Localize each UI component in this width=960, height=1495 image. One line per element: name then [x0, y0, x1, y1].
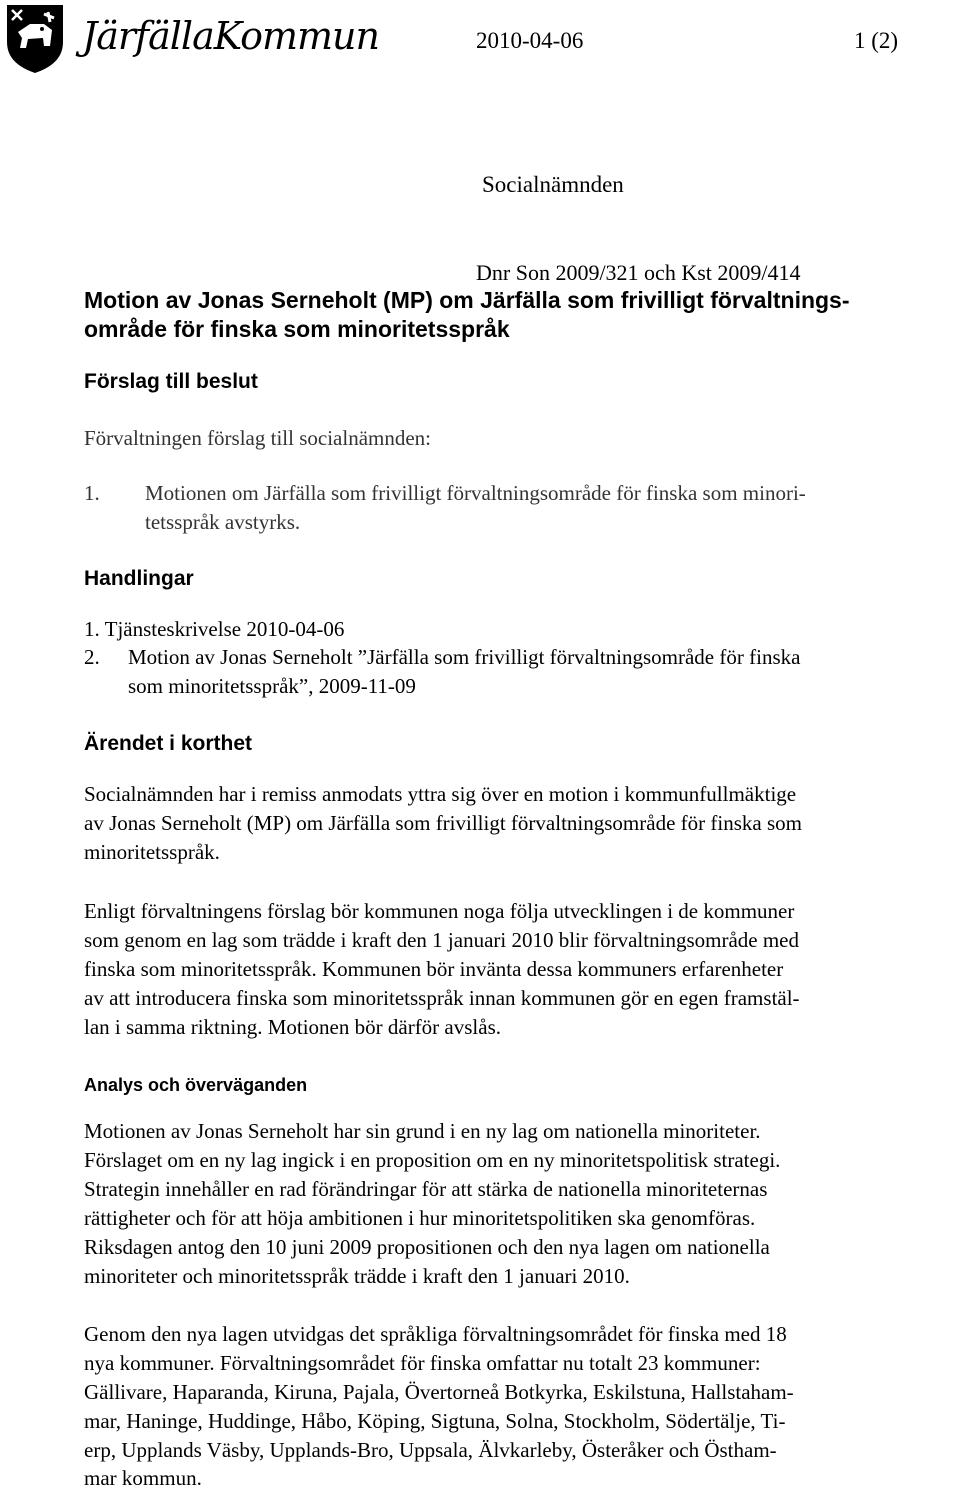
proposal-intro: Förvaltningen förslag till socialnämnden: [84, 426, 432, 450]
document-title-line-1: Motion av Jonas Serneholt (MP) om Järfälla som frivilligt förvaltnings- [84, 287, 850, 313]
municipal-coat-of-arms-icon [4, 2, 66, 74]
documents-item-1: 1. Tjänsteskrivelse 2010-04-06 [84, 617, 345, 641]
documents-heading: Handlingar [84, 567, 194, 590]
summary-para1-line-1: Socialnämnden har i remiss anmodats yttra sig över en motion i kommunfullmäktige [84, 782, 797, 806]
summary-para1-line-3: minoritetsspråk. [84, 840, 220, 864]
proposal-item-line-1: Motionen om Järfälla som frivilligt förvaltningsområde för finska som minori- [145, 481, 806, 505]
analysis-para1-line-5: Riksdagen antog den 10 juni 2009 propositionen och den nya lagen om nationella [84, 1235, 770, 1259]
document-title-line-2: område för finska som minoritetsspråk [84, 316, 510, 342]
analysis-para1-line-2: Förslaget om en ny lag ingick i en proposition om en ny minoritetspolitisk strategi. [84, 1148, 781, 1172]
documents-item-2-number: 2. [84, 645, 100, 669]
analysis-para2-line-1: Genom den nya lagen utvidgas det språkliga förvaltningsområdet för finska med 18 [84, 1322, 787, 1346]
page-number: 1 (2) [854, 28, 899, 53]
analysis-heading: Analys och överväganden [84, 1075, 308, 1095]
analysis-para2-line-5: erp, Upplands Väsby, Upplands-Bro, Uppsala, Älvkarleby, Österåker och Östham- [84, 1438, 777, 1462]
analysis-para2-line-2: nya kommuner. Förvaltningsområdet för finska omfattar nu totalt 23 kommuner: [84, 1351, 761, 1375]
municipality-logo-text: JärfällaKommun [82, 14, 379, 58]
analysis-para1-line-1: Motionen av Jonas Serneholt har sin grund i en ny lag om nationella minoriteter. [84, 1119, 761, 1143]
summary-para2-line-1: Enligt förvaltningens förslag bör kommunen noga följa utvecklingen i de kommuner [84, 899, 795, 923]
diary-number: Dnr Son 2009/321 och Kst 2009/414 [476, 260, 801, 285]
summary-para1-line-2: av Jonas Serneholt (MP) om Järfälla som frivilligt förvaltningsområde för finska som [84, 811, 802, 835]
summary-para2-line-4: av att introducera finska som minoritetsspråk innan kommunen gör en egen framstäl- [84, 986, 800, 1010]
proposal-item-line-2: tetsspråk avstyrks. [145, 510, 301, 534]
summary-para2-line-2: som genom en lag som trädde i kraft den 1 januari 2010 blir förvaltningsområde med [84, 928, 799, 952]
proposal-heading: Förslag till beslut [84, 370, 258, 393]
document-date: 2010-04-06 [476, 28, 584, 53]
recipient: Socialnämnden [482, 172, 624, 197]
summary-para2-line-5: lan i samma riktning. Motionen bör därför avslås. [84, 1015, 501, 1039]
summary-para2-line-3: finska som minoritetsspråk. Kommunen bör invänta dessa kommuners erfarenheter [84, 957, 784, 981]
documents-item-2-line-1: Motion av Jonas Serneholt ”Järfälla som frivilligt förvaltningsområde för finska [128, 645, 801, 669]
summary-heading: Ärendet i korthet [84, 732, 253, 755]
documents-item-2-line-2: som minoritetsspråk”, 2009-11-09 [128, 674, 416, 698]
analysis-para1-line-4: rättigheter och för att höja ambitionen i hur minoritetspolitiken ska genomföras. [84, 1206, 756, 1230]
proposal-item-number: 1. [84, 481, 100, 505]
analysis-para2-line-4: mar, Haninge, Huddinge, Håbo, Köping, Sigtuna, Solna, Stockholm, Södertälje, Ti- [84, 1409, 786, 1433]
analysis-para2-line-3: Gällivare, Haparanda, Kiruna, Pajala, Övertorneå Botkyrka, Eskilstuna, Hallstaham- [84, 1380, 794, 1404]
analysis-para1-line-6: minoriteter och minoritetsspråk trädde i kraft den 1 januari 2010. [84, 1264, 630, 1288]
analysis-para1-line-3: Strategin innehåller en rad förändringar för att stärka de nationella minoriteternas [84, 1177, 768, 1201]
analysis-para2-line-6: mar kommun. [84, 1466, 202, 1490]
